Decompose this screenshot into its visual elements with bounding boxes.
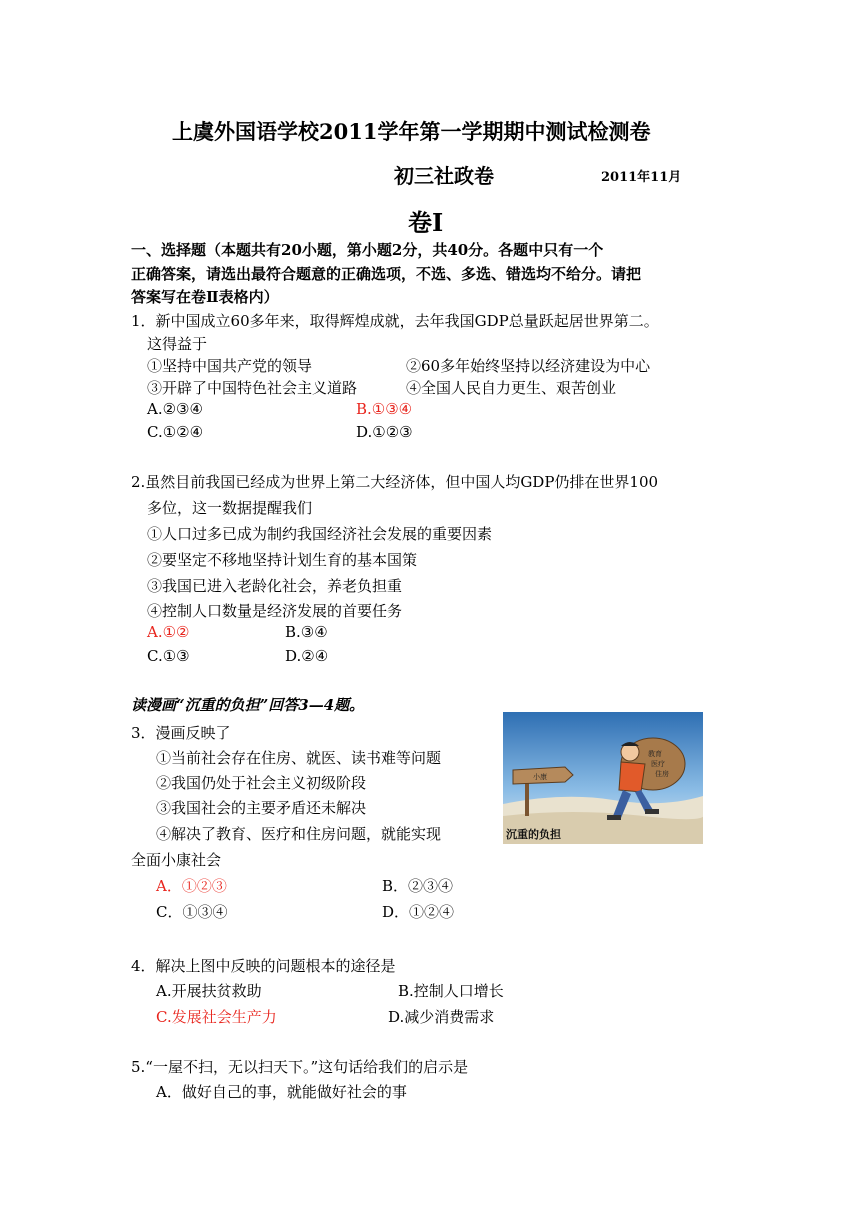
sack-label-1: 教育 bbox=[648, 750, 662, 758]
q1-stem-line1: 1．新中国成立60多年来，取得辉煌成就，去年我国GDP总量跃起居世界第二。 bbox=[131, 312, 659, 330]
q3-statement-2: ②我国仍处于社会主义初级阶段 bbox=[156, 774, 367, 792]
q2-choice-c: C.①③ bbox=[147, 647, 190, 665]
q2-statement-1: ①人口过多已成为制约我国经济社会发展的重要因素 bbox=[147, 525, 493, 543]
q4-choice-d: D.减少消费需求 bbox=[388, 1008, 495, 1026]
q3-choice-b: B．②③④ bbox=[382, 877, 454, 895]
cartoon-caption: 沉重的负担 bbox=[506, 828, 561, 841]
q3-statement-4-cont: 全面小康社会 bbox=[131, 851, 222, 869]
q1-statement-4: ④全国人民自力更生、艰苦创业 bbox=[406, 379, 617, 397]
signpost-label: 小康 bbox=[533, 773, 547, 781]
q1-choice-b-answer: B.①③④ bbox=[356, 400, 413, 418]
q1-statement-3: ③开辟了中国特色社会主义道路 bbox=[147, 379, 358, 397]
q4-stem: 4．解决上图中反映的问题根本的途径是 bbox=[131, 957, 396, 975]
q2-choice-b: B.③④ bbox=[285, 623, 328, 641]
q3-statement-1: ①当前社会存在住房、就医、读书难等问题 bbox=[156, 749, 442, 767]
q5-choice-a: A．做好自己的事，就能做好社会的事 bbox=[156, 1083, 407, 1101]
q3-choice-c: C．①③④ bbox=[156, 903, 228, 921]
q1-choice-a: A.②③④ bbox=[147, 400, 203, 418]
q3-statement-3: ③我国社会的主要矛盾还未解决 bbox=[156, 799, 367, 817]
exam-title: 上虞外国语学校2011学年第一学期期中测试检测卷 bbox=[172, 119, 651, 144]
q2-choice-d: D.②④ bbox=[285, 647, 329, 665]
q1-choice-c: C.①②④ bbox=[147, 423, 204, 441]
q2-stem-line2: 多位，这一数据提醒我们 bbox=[147, 499, 313, 517]
q2-statement-3: ③我国已进入老龄化社会，养老负担重 bbox=[147, 577, 403, 595]
q3-choice-d: D．①②④ bbox=[382, 903, 455, 921]
q5-stem: 5.“一屋不扫，无以扫天下。”这句话给我们的启示是 bbox=[131, 1058, 469, 1076]
q3-stem: 3．漫画反映了 bbox=[131, 724, 231, 742]
q3-statement-4: ④解决了教育、医疗和住房问题，就能实现 bbox=[156, 825, 442, 843]
sack-label-3: 住房 bbox=[655, 770, 669, 778]
subject-title: 初三社政卷 bbox=[394, 164, 494, 188]
q2-statement-2: ②要坚定不移地坚持计划生育的基本国策 bbox=[147, 551, 418, 569]
sack-label-2: 医疗 bbox=[651, 760, 665, 768]
exam-date: 2011年11月 bbox=[601, 170, 682, 185]
q4-choice-c-answer: C.发展社会生产力 bbox=[156, 1008, 277, 1026]
q1-stem-line2: 这得益于 bbox=[147, 335, 208, 353]
section-instruction-line1: 一、选择题（本题共有20小题，第小题2分，共40分。各题中只有一个 bbox=[131, 241, 604, 259]
section-instruction-line3: 答案写在卷Ⅱ表格内） bbox=[131, 288, 279, 306]
q1-statement-2: ②60多年始终坚持以经济建设为中心 bbox=[406, 357, 651, 375]
volume-label: 卷Ⅰ bbox=[408, 208, 444, 237]
q2-stem-line1: 2.虽然目前我国已经成为世界上第二大经济体，但中国人均GDP仍排在世界100 bbox=[131, 473, 659, 491]
q4-choice-b: B.控制人口增长 bbox=[398, 982, 504, 1000]
q1-choice-d: D.①②③ bbox=[356, 423, 413, 441]
section-instruction-line2: 正确答案，请选出最符合题意的正确选项，不选、多选、错选均不给分。请把 bbox=[131, 265, 642, 283]
q1-statement-1: ①坚持中国共产党的领导 bbox=[147, 357, 313, 375]
q4-choice-a: A.开展扶贫救助 bbox=[156, 982, 262, 1000]
q2-statement-4: ④控制人口数量是经济发展的首要任务 bbox=[147, 602, 403, 620]
cartoon-intro: 读漫画“沉重的负担”回答3—4题。 bbox=[131, 696, 365, 714]
q2-choice-a-answer: A.①② bbox=[147, 623, 190, 641]
cartoon-image bbox=[503, 712, 703, 844]
q3-choice-a-answer: A．①②③ bbox=[156, 877, 227, 895]
